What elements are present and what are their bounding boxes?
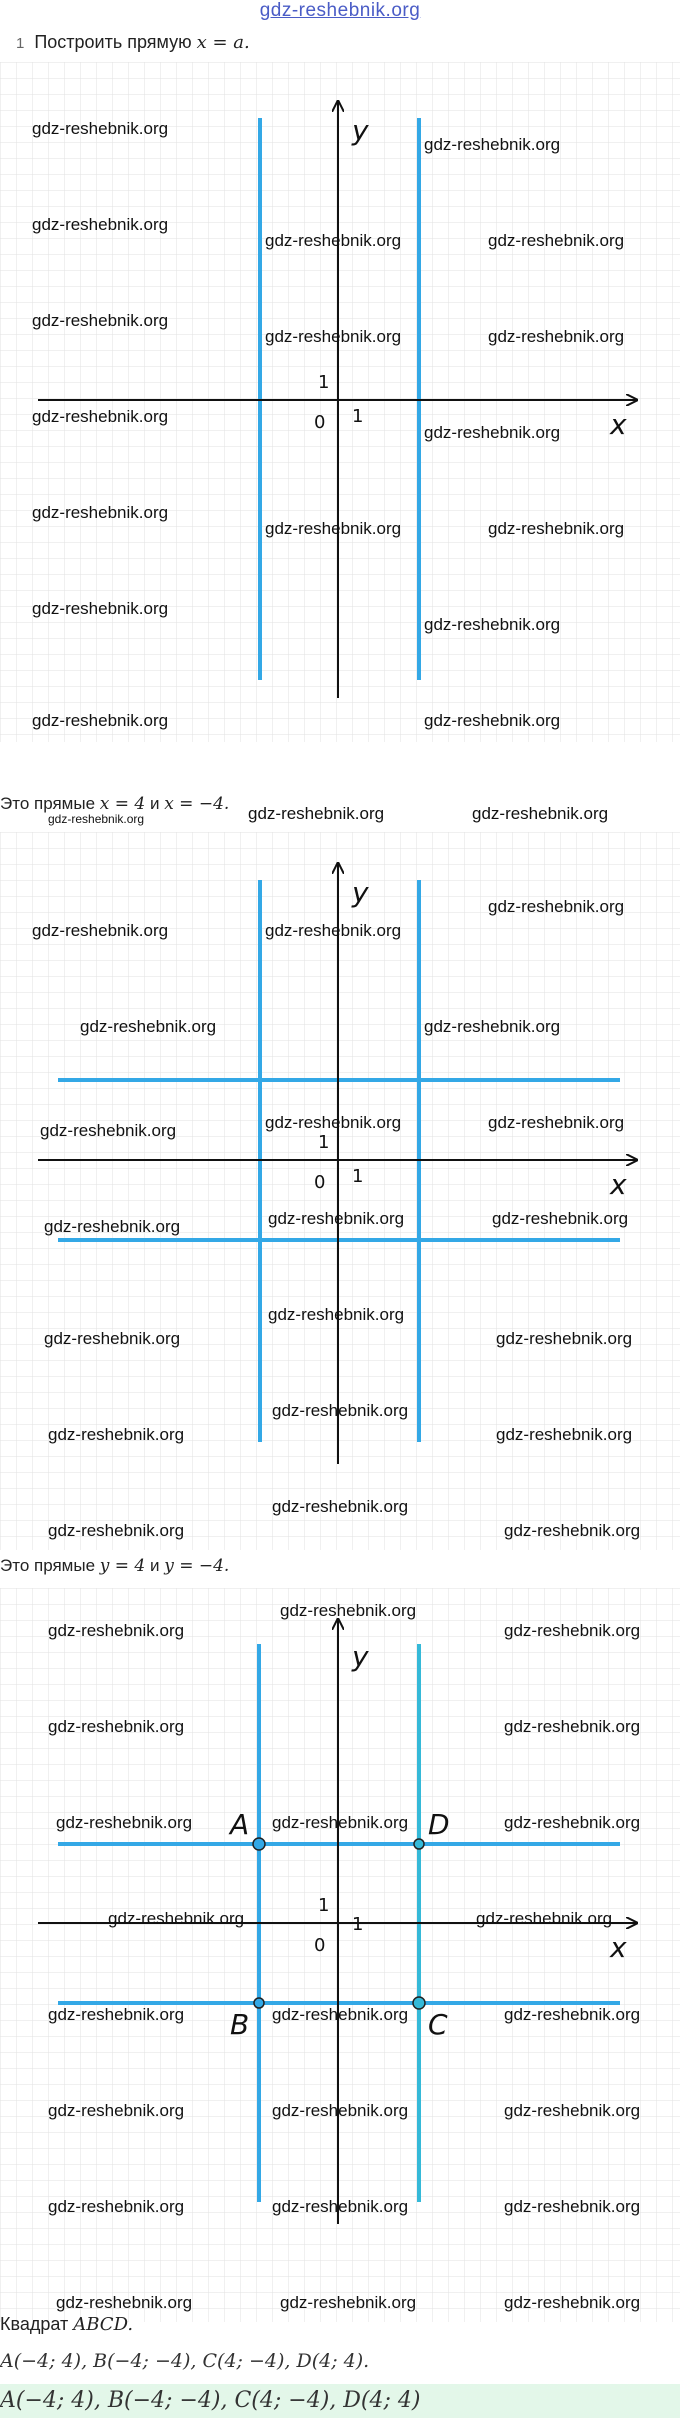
watermark: gdz-reshebnik.org: [488, 1113, 625, 1132]
caption-1-mid: и: [145, 794, 165, 813]
point-d: [414, 1839, 424, 1849]
square-name: ABCD.: [73, 2314, 134, 2335]
x-axis-label: x: [610, 408, 627, 441]
watermark: gdz-reshebnik.org: [265, 327, 402, 346]
caption-watermark-small: gdz-reshebnik.org: [48, 812, 145, 826]
watermark: gdz-reshebnik.org: [504, 2005, 641, 2024]
answer-box: A(−4; 4), B(−4; −4), C(4; −4), D(4; 4): [0, 2384, 680, 2418]
caption-watermark: gdz-reshebnik.org: [248, 804, 385, 823]
point-a: [253, 1838, 265, 1850]
task-text: Построить прямую: [34, 32, 197, 52]
watermark: gdz-reshebnik.org: [268, 1305, 405, 1324]
watermark: gdz-reshebnik.org: [492, 1209, 629, 1228]
watermark: gdz-reshebnik.org: [504, 2197, 641, 2216]
watermark: gdz-reshebnik.org: [488, 327, 625, 346]
x-unit-label: 1: [352, 1166, 364, 1187]
watermark: gdz-reshebnik.org: [504, 1521, 641, 1540]
x-unit-label: 1: [352, 406, 364, 427]
watermark: gdz-reshebnik.org: [80, 1017, 217, 1036]
watermark: gdz-reshebnik.org: [48, 2197, 185, 2216]
watermark: gdz-reshebnik.org: [272, 1813, 409, 1832]
figure-2: [0, 832, 680, 1550]
y-unit-label: 1: [318, 372, 330, 393]
x-axis-label: x: [610, 1931, 627, 1964]
watermark: gdz-reshebnik.org: [504, 1717, 641, 1736]
watermark: gdz-reshebnik.org: [504, 1813, 641, 1832]
watermark: gdz-reshebnik.org: [108, 1909, 245, 1928]
y-axis-label: y: [352, 114, 369, 147]
point-a-label: A: [230, 1808, 250, 1841]
watermark: gdz-reshebnik.org: [280, 1601, 417, 1620]
caption-2-prefix: Это прямые: [0, 1556, 100, 1575]
task-formula: x = a.: [196, 32, 250, 53]
point-b-label: B: [230, 2008, 250, 2041]
watermark: gdz-reshebnik.org: [32, 119, 169, 138]
watermark: gdz-reshebnik.org: [424, 711, 561, 730]
watermark: gdz-reshebnik.org: [496, 1329, 633, 1348]
caption-1-formula-1: x = 4: [99, 794, 146, 814]
watermark: gdz-reshebnik.org: [32, 215, 169, 234]
watermark: gdz-reshebnik.org: [272, 1401, 409, 1420]
figure-3: [0, 1588, 680, 2322]
y-unit-label: 1: [318, 1132, 330, 1153]
watermark: gdz-reshebnik.org: [280, 2293, 417, 2312]
watermark: gdz-reshebnik.org: [268, 1209, 405, 1228]
origin-label: 0: [314, 1172, 326, 1193]
coordinates-line: A(−4; 4), B(−4; −4), C(4; −4), D(4; 4).: [0, 2350, 370, 2372]
watermark: gdz-reshebnik.org: [32, 711, 169, 730]
watermark: gdz-reshebnik.org: [56, 2293, 193, 2312]
task-statement: [16, 32, 250, 53]
point-d-label: D: [428, 1808, 450, 1841]
point-c: [413, 1997, 425, 2009]
caption-watermark: gdz-reshebnik.org: [472, 804, 609, 823]
watermark: gdz-reshebnik.org: [488, 231, 625, 250]
figure-1-svg: [0, 62, 680, 742]
watermark: gdz-reshebnik.org: [424, 135, 561, 154]
y-axis-label: y: [352, 1640, 369, 1673]
watermark: gdz-reshebnik.org: [32, 407, 169, 426]
point-c-label: C: [428, 2008, 448, 2041]
watermark: gdz-reshebnik.org: [48, 2101, 185, 2120]
grid-background: [0, 62, 680, 742]
caption-2-formula-1: y = 4: [99, 1556, 146, 1576]
watermark: gdz-reshebnik.org: [56, 1813, 193, 1832]
point-b: [254, 1998, 264, 2008]
square-text: Квадрат: [0, 2314, 74, 2334]
watermark: gdz-reshebnik.org: [476, 1909, 613, 1928]
watermark: gdz-reshebnik.org: [48, 1521, 185, 1540]
caption-1-formula-2: x = −4.: [164, 794, 230, 814]
watermark: gdz-reshebnik.org: [272, 1497, 409, 1516]
watermark: gdz-reshebnik.org: [48, 1717, 185, 1736]
figure-2-svg: [0, 832, 680, 1550]
watermark: gdz-reshebnik.org: [424, 1017, 561, 1036]
watermark: gdz-reshebnik.org: [424, 615, 561, 634]
watermark: gdz-reshebnik.org: [265, 231, 402, 250]
watermark: gdz-reshebnik.org: [488, 519, 625, 538]
x-axis-label: x: [610, 1168, 627, 1201]
origin-label: 0: [314, 412, 326, 433]
watermark: gdz-reshebnik.org: [40, 1121, 177, 1140]
watermark: gdz-reshebnik.org: [504, 2293, 641, 2312]
watermark: gdz-reshebnik.org: [424, 423, 561, 442]
watermark: gdz-reshebnik.org: [32, 503, 169, 522]
watermark: gdz-reshebnik.org: [496, 1425, 633, 1444]
watermark: gdz-reshebnik.org: [44, 1217, 181, 1236]
watermark: gdz-reshebnik.org: [265, 921, 402, 940]
y-axis-label: y: [352, 876, 369, 909]
site-header-link[interactable]: gdz-reshebnik.org: [259, 0, 421, 21]
watermark: gdz-reshebnik.org: [272, 2005, 409, 2024]
figure-1: [0, 62, 680, 742]
y-unit-label: 1: [318, 1895, 330, 1916]
caption-2-formula-2: y = −4.: [164, 1556, 230, 1576]
watermark: gdz-reshebnik.org: [504, 1621, 641, 1640]
caption-2: [0, 1556, 229, 1576]
caption-2-mid: и: [145, 1556, 165, 1575]
square-statement: [0, 2314, 133, 2335]
watermark: gdz-reshebnik.org: [48, 2005, 185, 2024]
watermark: gdz-reshebnik.org: [272, 2197, 409, 2216]
x-unit-label: 1: [352, 1914, 364, 1935]
caption-1-prefix: Это прямые: [0, 794, 100, 813]
watermark: gdz-reshebnik.org: [48, 1425, 185, 1444]
figure-3-svg: [0, 1588, 680, 2322]
watermark: gdz-reshebnik.org: [272, 2101, 409, 2120]
origin-label: 0: [314, 1935, 326, 1956]
watermark: gdz-reshebnik.org: [32, 311, 169, 330]
watermark: gdz-reshebnik.org: [265, 1113, 402, 1132]
watermark: gdz-reshebnik.org: [265, 519, 402, 538]
watermark: gdz-reshebnik.org: [32, 921, 169, 940]
watermark: gdz-reshebnik.org: [48, 1621, 185, 1640]
task-number: 1: [16, 35, 25, 52]
watermark: gdz-reshebnik.org: [32, 599, 169, 618]
watermark: gdz-reshebnik.org: [504, 2101, 641, 2120]
caption-1: [0, 794, 229, 814]
watermark: gdz-reshebnik.org: [488, 897, 625, 916]
watermark: gdz-reshebnik.org: [44, 1329, 181, 1348]
